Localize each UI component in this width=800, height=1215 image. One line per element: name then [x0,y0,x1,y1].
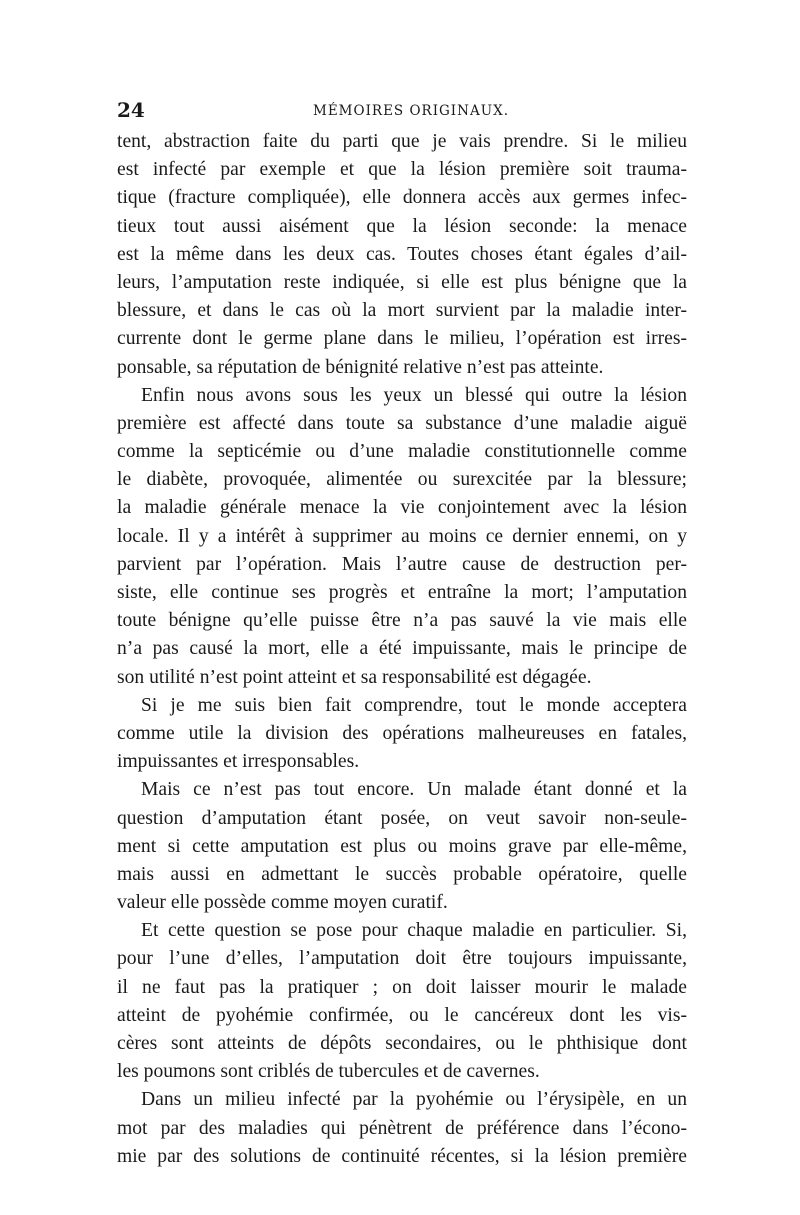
text-line: atteint de pyohémie confirmée, ou le cancéreux dont les vis- [117,1004,687,1026]
text-line: locale. Il y a intérêt à supprimer au moins ce dernier ennemi, on y [117,525,687,547]
text-line: Dans un milieu infecté par la pyohémie ou l’érysipèle, en un [141,1089,687,1111]
text-line: tieux tout aussi aisément que la lésion seconde: la menace [117,215,687,237]
text-line: le diabète, provoquée, alimentée ou surexcitée par la blessure; [117,469,687,491]
text-line: Si je me suis bien fait comprendre, tout le monde acceptera [141,694,687,716]
text-line: comme la septicémie ou d’une maladie constitutionnelle comme [117,441,687,463]
text-line: n’a pas causé la mort, elle a été impuissante, mais le principe de [117,638,687,660]
text-line: toute bénigne qu’elle puisse être n’a pas sauvé la vie mais elle [117,610,687,632]
text-line: mais aussi en admettant le succès probable opératoire, quelle [117,863,687,885]
text-line: leurs, l’amputation reste indiquée, si elle est plus bénigne que la [117,271,687,293]
text-line: ponsable, sa réputation de bénignité relative n’est pas atteinte. [117,356,604,378]
body-text [117,128,687,1171]
text-line: Mais ce n’est pas tout encore. Un malade étant donné et la [141,779,687,801]
text-line: est la même dans les deux cas. Toutes choses étant égales d’ail- [117,243,687,265]
text-line: Enfin nous avons sous les yeux un blessé qui outre la lésion [141,384,687,406]
page-header [117,98,687,124]
text-line: première est affecté dans toute sa substance d’une maladie aiguë [117,412,687,434]
text-line: les poumons sont criblés de tubercules et de cavernes. [117,1061,540,1083]
text-line: pour l’une d’elles, l’amputation doit être toujours impuissante, [117,948,687,970]
text-line: currente dont le germe plane dans le milieu, l’opération est irres- [117,328,687,350]
text-line: il ne faut pas la pratiquer ; on doit laisser mourir le malade [117,976,687,998]
text-line: Et cette question se pose pour chaque maladie en particulier. Si, [141,920,687,942]
text-line: impuissantes et irresponsables. [117,751,360,773]
page-number: 24 [117,98,145,122]
running-head: MÉMOIRES ORIGINAUX. [313,103,509,119]
text-line: parvient par l’opération. Mais l’autre cause de destruction per- [117,553,687,575]
text-line: cères sont atteints de dépôts secondaires, ou le phthisique dont [117,1033,687,1054]
text-line: la maladie générale menace la vie conjointement avec la lésion [117,497,687,519]
text-line: comme utile la division des opérations malheureuses en fatales, [117,722,687,744]
text-line: blessure, et dans le cas où la mort survient par la maladie inter- [117,300,687,322]
text-line: tent, abstraction faite du parti que je vais prendre. Si le milieu [117,131,687,152]
text-line: est infecté par exemple et que la lésion première soit trauma- [117,159,687,181]
text-line: ment si cette amputation est plus ou moins grave par elle-même, [117,835,687,857]
text-line: mie par des solutions de continuité récentes, si la lésion première [117,1145,687,1167]
text-line: son utilité n’est point atteint et sa responsabilité est dégagée. [117,666,592,688]
text-line: siste, elle continue ses progrès et entraîne la mort; l’amputation [117,582,687,603]
text-line: question d’amputation étant posée, on veut savoir non-seule- [117,807,687,829]
text-line: mot par des maladies qui pénètrent de préférence dans l’écono- [117,1117,687,1139]
text-line: valeur elle possède comme moyen curatif. [117,892,448,914]
text-line: tique (fracture compliquée), elle donnera accès aux germes infec- [117,187,687,209]
